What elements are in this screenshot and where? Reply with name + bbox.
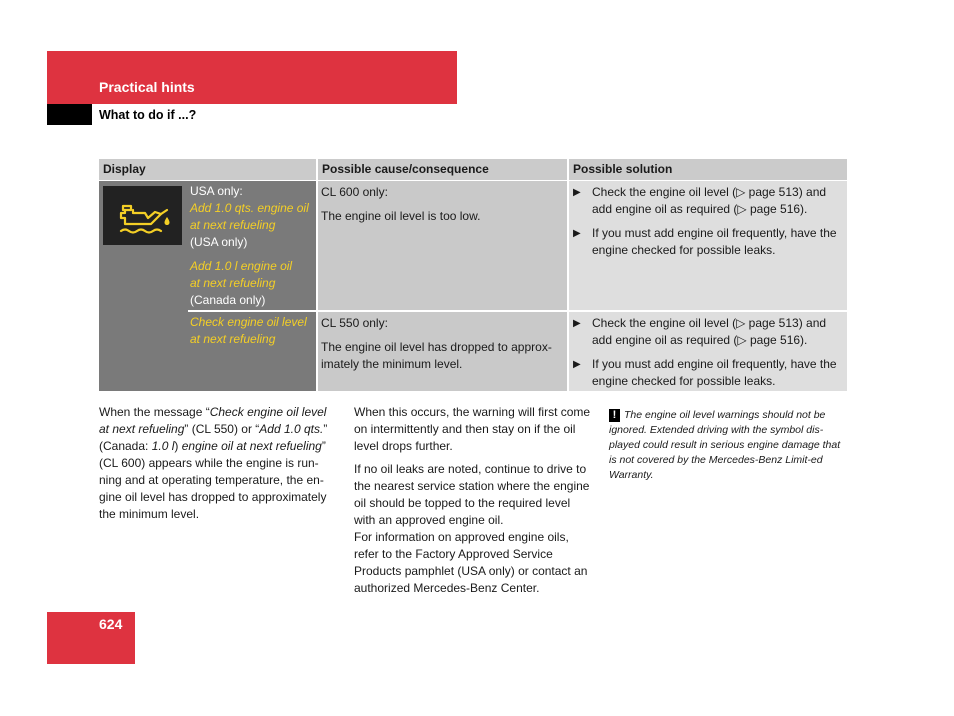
display-row-divider: [188, 310, 318, 312]
display-message-check-line2: at next refueling: [190, 332, 276, 346]
display-text-row2: [190, 314, 317, 348]
solution-text: Check the engine oil level (▷ page 513) and add engine oil as required (▷ page 516).: [592, 185, 827, 216]
solution-bullet: [573, 315, 843, 349]
display-message-usa-line2: at next refueling: [190, 218, 276, 232]
display-message-check-line1: Check engine oil level: [190, 315, 307, 329]
display-usa-label: USA only:: [190, 184, 243, 198]
solution-text: If you must add engine oil frequently, have the engine checked for possible leaks.: [592, 357, 837, 388]
display-message-canada-line2: at next refueling: [190, 276, 276, 290]
display-message-usa-line1: Add 1.0 qts. engine oil: [190, 201, 309, 215]
display-message-canada-line1: Add 1.0 l engine oil: [190, 259, 293, 273]
page-number: 624: [99, 616, 123, 632]
warning-icon: !: [609, 409, 620, 422]
display-text-row1: [190, 183, 317, 309]
table-header-solution: Possible solution: [569, 159, 847, 180]
solution-cell-row1: [569, 181, 847, 310]
bullet-triangle-icon: ▶: [573, 228, 581, 239]
solution-text: If you must add engine oil frequently, have the engine checked for possible leaks.: [592, 226, 837, 257]
bullet-triangle-icon: ▶: [573, 318, 581, 329]
paragraph: If no oil leaks are noted, continue to drive to the nearest service station where the engine oil should be topped to the required level with an approved engine oil.: [354, 462, 590, 527]
cause-model: CL 550 only:: [321, 316, 388, 330]
cause-text: The engine oil level has dropped to approx-imately the minimum level.: [321, 340, 552, 371]
cause-model: CL 600 only:: [321, 185, 388, 199]
table-header-display: Display: [99, 159, 316, 180]
paragraph: When this occurs, the warning will first come on intermittently and then stay on if the oil level drops further.: [354, 405, 591, 453]
subsection-title: What to do if ...?: [99, 108, 197, 122]
cause-text: The engine oil level is too low.: [321, 209, 481, 223]
body-column-1: When the message “Check engine oil level at next refueling” (CL 550) or “Add 1.0 qts.” (Canada: 1.0 l) engine oil at next refueling” (CL 600) appears while the engine is run-ning and at operating temperature, the en-gine oil level has dropped to approximately the minimum level.: [99, 405, 328, 521]
section-tab-marker: [47, 104, 92, 125]
bullet-triangle-icon: ▶: [573, 359, 581, 370]
section-title: Practical hints: [99, 79, 195, 95]
paragraph: For information on approved engine oils, refer to the Factory Approved Service Products pamphlet (USA only) or contact an authorized Mercedes-Benz Center.: [354, 530, 588, 595]
solution-bullet: [573, 356, 843, 390]
bullet-triangle-icon: ▶: [573, 187, 581, 198]
warning-note: [609, 408, 849, 483]
cause-cell-row2: [318, 312, 567, 391]
solution-bullet: [573, 225, 843, 259]
header-banner: [47, 51, 457, 104]
body-column-2: [354, 404, 594, 597]
warning-note-text: The engine oil level warnings should not be ignored. Extended driving with the symbol dis-played could result in serious engine damage that is not covered by the Mercedes-Benz Limit-ed Warranty.: [609, 409, 841, 481]
solution-bullet: [573, 184, 843, 218]
display-canada-note: (Canada only): [190, 293, 266, 307]
table-header-cause: Possible cause/consequence: [318, 159, 567, 180]
cause-cell-row1: [318, 181, 567, 310]
engine-oil-warning-icon: [103, 186, 182, 245]
solution-text: Check the engine oil level (▷ page 513) and add engine oil as required (▷ page 516).: [592, 316, 827, 347]
solution-cell-row2: [569, 312, 847, 391]
display-usa-note: (USA only): [190, 235, 248, 249]
